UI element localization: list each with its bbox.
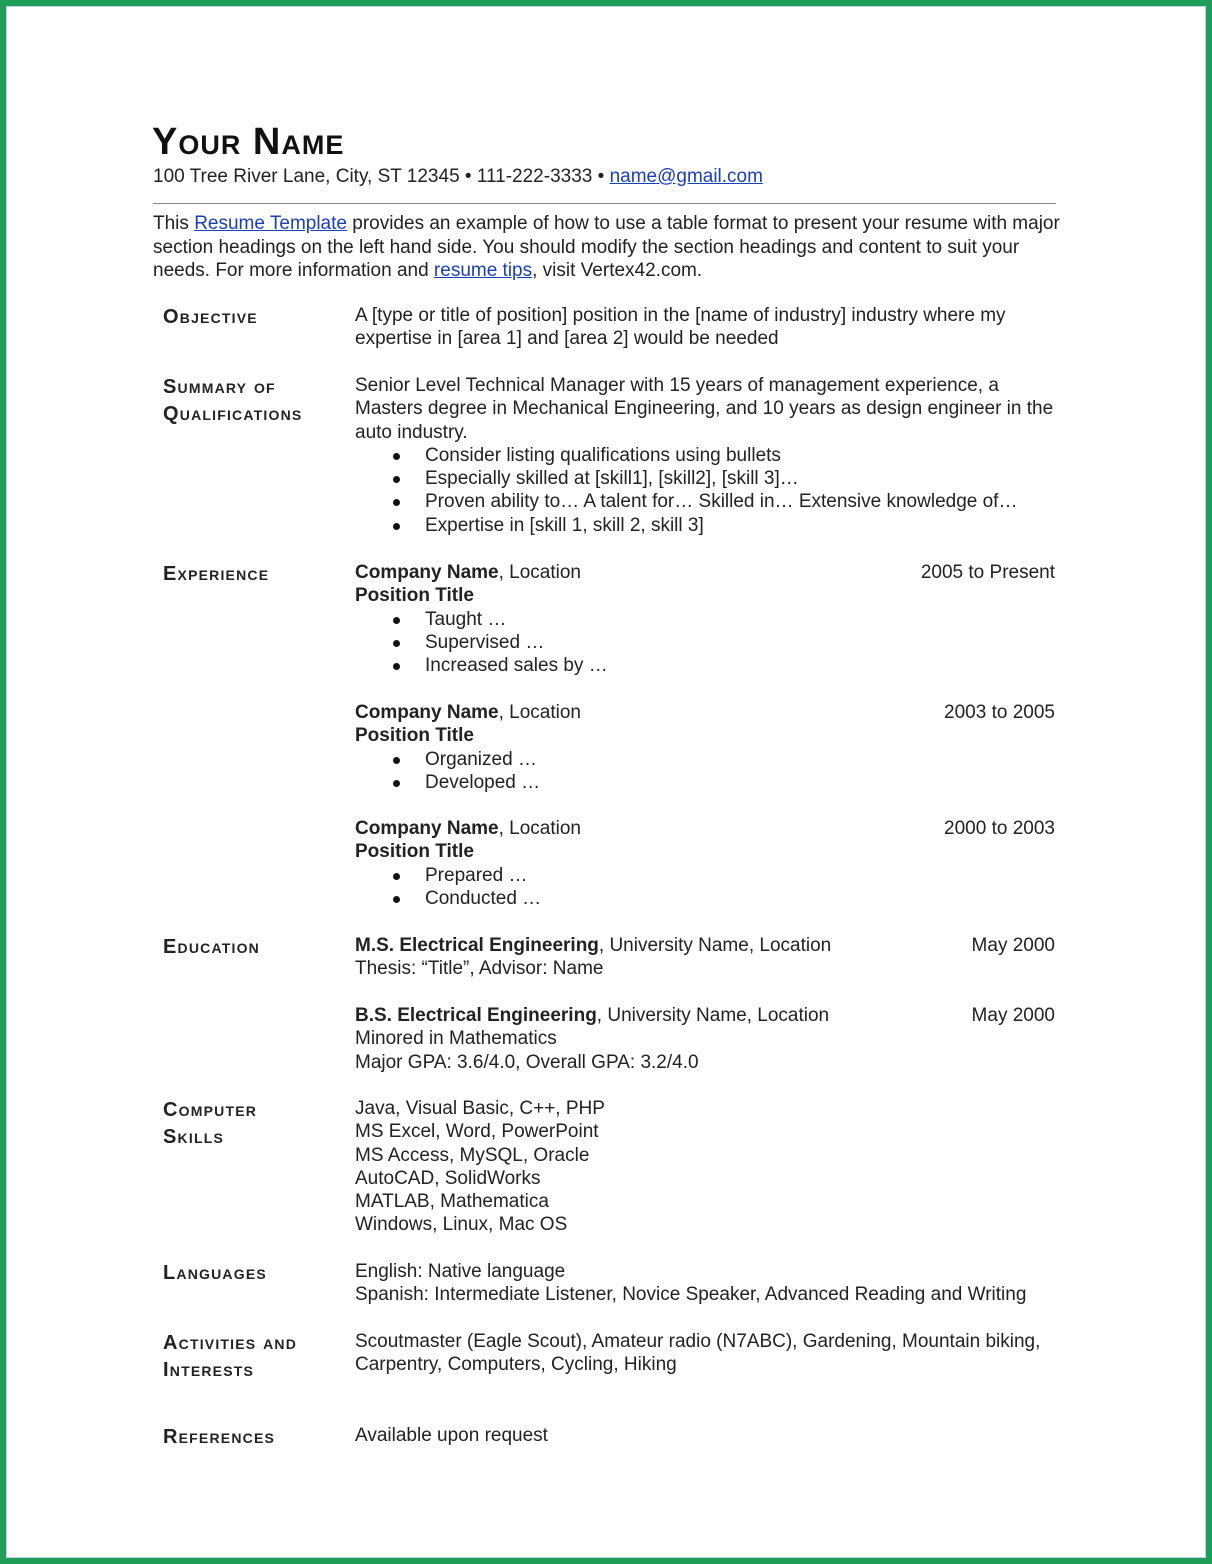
bullet-icon (393, 873, 400, 880)
job-content (355, 817, 1055, 910)
company-location: , Location (498, 702, 582, 723)
list-item-text: Consider listing qualifications using bullets (425, 444, 781, 466)
bullet-icon (393, 499, 400, 506)
bullet-icon (393, 896, 400, 903)
summary-line: auto industry. (355, 421, 468, 443)
section-heading-summary (163, 374, 343, 428)
education-detail: Major GPA: 3.6/4.0, Overall GPA: 3.2/4.0 (355, 1051, 699, 1073)
education-entry (355, 934, 1055, 981)
job-header (355, 701, 1055, 724)
list-item-text: Taught … (425, 608, 507, 630)
job-content (355, 561, 1055, 677)
skill-line: Windows, Linux, Mac OS (355, 1214, 568, 1236)
section-heading-objective: Objective (163, 306, 258, 328)
activities-content (355, 1330, 1075, 1377)
position-title: Position Title (355, 841, 474, 863)
contact-text: 100 Tree River Lane, City, ST 12345 • 111-222-3333 • (153, 166, 610, 187)
heading-line: Activities and (163, 1332, 298, 1354)
company-name: Company Name (355, 562, 499, 583)
references-content (355, 1424, 1075, 1447)
languages-content (355, 1260, 1075, 1307)
company-name: Company Name (355, 702, 499, 723)
degree-name: B.S. Electrical Engineering (355, 1005, 597, 1026)
company-location: , Location (498, 562, 582, 583)
company-name: Company Name (355, 818, 499, 839)
bullet-icon (393, 617, 400, 624)
school-name: , University Name, Location (596, 1005, 830, 1026)
objective-line: A [type or title of position] position in the [name of industry] industry where my (355, 305, 1006, 326)
job-header (355, 561, 1055, 584)
intro-text-2: provides an example of how to use a table format to present your resume with major section headings on the left hand side. You should modify the section headings and content to suit your needs. For more information and (153, 213, 1060, 281)
list-item (355, 887, 1055, 910)
bullet-icon (393, 453, 400, 460)
list-item (355, 444, 1075, 467)
heading-line: Computer (163, 1099, 258, 1121)
activities-line: Scoutmaster (Eagle Scout), Amateur radio (N7ABC), Gardening, Mountain biking, (355, 1331, 1041, 1352)
references-line: Available upon request (355, 1425, 548, 1446)
school-name: , University Name, Location (598, 935, 832, 956)
list-item (355, 467, 1075, 490)
list-item (355, 631, 1055, 654)
section-heading-activities (163, 1330, 343, 1384)
header-divider (153, 203, 1056, 204)
degree-name: M.S. Electrical Engineering (355, 935, 599, 956)
list-item (355, 748, 1055, 771)
job-dates: 2000 to 2003 (944, 818, 1055, 839)
list-item (355, 864, 1055, 887)
list-item (355, 608, 1055, 631)
section-heading-references: References (163, 1426, 276, 1448)
summary-line: Masters degree in Mechanical Engineering, and 10 years as design engineer in the (355, 398, 1054, 420)
list-item-text: Proven ability to… A talent for… Skilled in… Extensive knowledge of… (425, 491, 1018, 513)
section-heading-experience: Experience (163, 563, 270, 585)
resume-template-link[interactable]: Resume Template (194, 213, 347, 234)
skill-line: MS Excel, Word, PowerPoint (355, 1121, 599, 1143)
bullet-icon (393, 663, 400, 670)
education-entry (355, 1004, 1055, 1074)
language-line: English: Native language (355, 1261, 566, 1282)
education-detail: Thesis: “Title”, Advisor: Name (355, 958, 604, 980)
job-dates: 2005 to Present (920, 562, 1055, 583)
bullet-icon (393, 757, 400, 764)
skill-line: MATLAB, Mathematica (355, 1191, 549, 1213)
list-item (355, 771, 1055, 794)
summary-bullet-list (355, 444, 1075, 537)
position-title: Position Title (355, 585, 474, 607)
activities-line: Carpentry, Computers, Cycling, Hiking (355, 1354, 677, 1376)
job-dates: 2003 to 2005 (944, 702, 1055, 723)
computer-skills-content (355, 1097, 1075, 1237)
list-item-text: Especially skilled at [skill1], [skill2], [skill 3]… (425, 468, 799, 490)
intro-text-3: , visit Vertex42.com. (532, 260, 703, 281)
list-item-text: Expertise in [skill 1, skill 2, skill 3] (425, 514, 704, 536)
list-item-text: Developed … (425, 771, 541, 793)
summary-content (355, 374, 1075, 537)
section-heading-languages: Languages (163, 1262, 267, 1284)
list-item-text: Organized … (425, 748, 537, 770)
heading-line: Summary of (163, 376, 276, 398)
email-link[interactable]: name@gmail.com (609, 166, 763, 187)
objective-content (355, 304, 1075, 351)
heading-line: Interests (163, 1359, 255, 1381)
list-item (355, 514, 1075, 537)
skill-line: MS Access, MySQL, Oracle (355, 1144, 590, 1166)
bullet-icon (393, 523, 400, 530)
education-date: May 2000 (971, 1005, 1055, 1026)
list-item (355, 490, 1075, 513)
heading-line: Qualifications (163, 403, 303, 425)
resume-name: Your Name (152, 121, 345, 163)
job-bullet-list (355, 864, 1055, 911)
job-bullet-list (355, 608, 1055, 678)
job-bullet-list (355, 748, 1055, 795)
education-date: May 2000 (971, 935, 1055, 956)
intro-text-1: This (153, 213, 195, 234)
list-item (355, 654, 1055, 677)
list-item-text: Prepared … (425, 864, 528, 886)
education-header (355, 1004, 1055, 1027)
list-item-text: Increased sales by … (425, 655, 608, 677)
heading-line: Skills (163, 1126, 224, 1148)
position-title: Position Title (355, 725, 474, 747)
education-header (355, 934, 1055, 957)
skill-line: Java, Visual Basic, C++, PHP (355, 1098, 605, 1119)
education-detail: Minored in Mathematics (355, 1028, 557, 1050)
skill-line: AutoCAD, SolidWorks (355, 1167, 541, 1189)
bullet-icon (393, 476, 400, 483)
list-item-text: Supervised … (425, 631, 545, 653)
objective-line: expertise in [area 1] and [area 2] would be needed (355, 328, 779, 350)
job-header (355, 817, 1055, 840)
job-content (355, 701, 1055, 794)
section-heading-education: Education (163, 936, 260, 958)
intro-paragraph (153, 212, 1073, 283)
contact-line (153, 165, 763, 189)
resume-tips-link[interactable]: resume tips (433, 260, 533, 281)
bullet-icon (393, 780, 400, 787)
list-item-text: Conducted … (425, 887, 542, 909)
summary-line: Senior Level Technical Manager with 15 years of management experience, a (355, 375, 999, 396)
bullet-icon (393, 640, 400, 647)
language-line: Spanish: Intermediate Listener, Novice Speaker, Advanced Reading and Writing (355, 1284, 1027, 1306)
section-heading-computer-skills (163, 1097, 343, 1151)
company-location: , Location (498, 818, 582, 839)
